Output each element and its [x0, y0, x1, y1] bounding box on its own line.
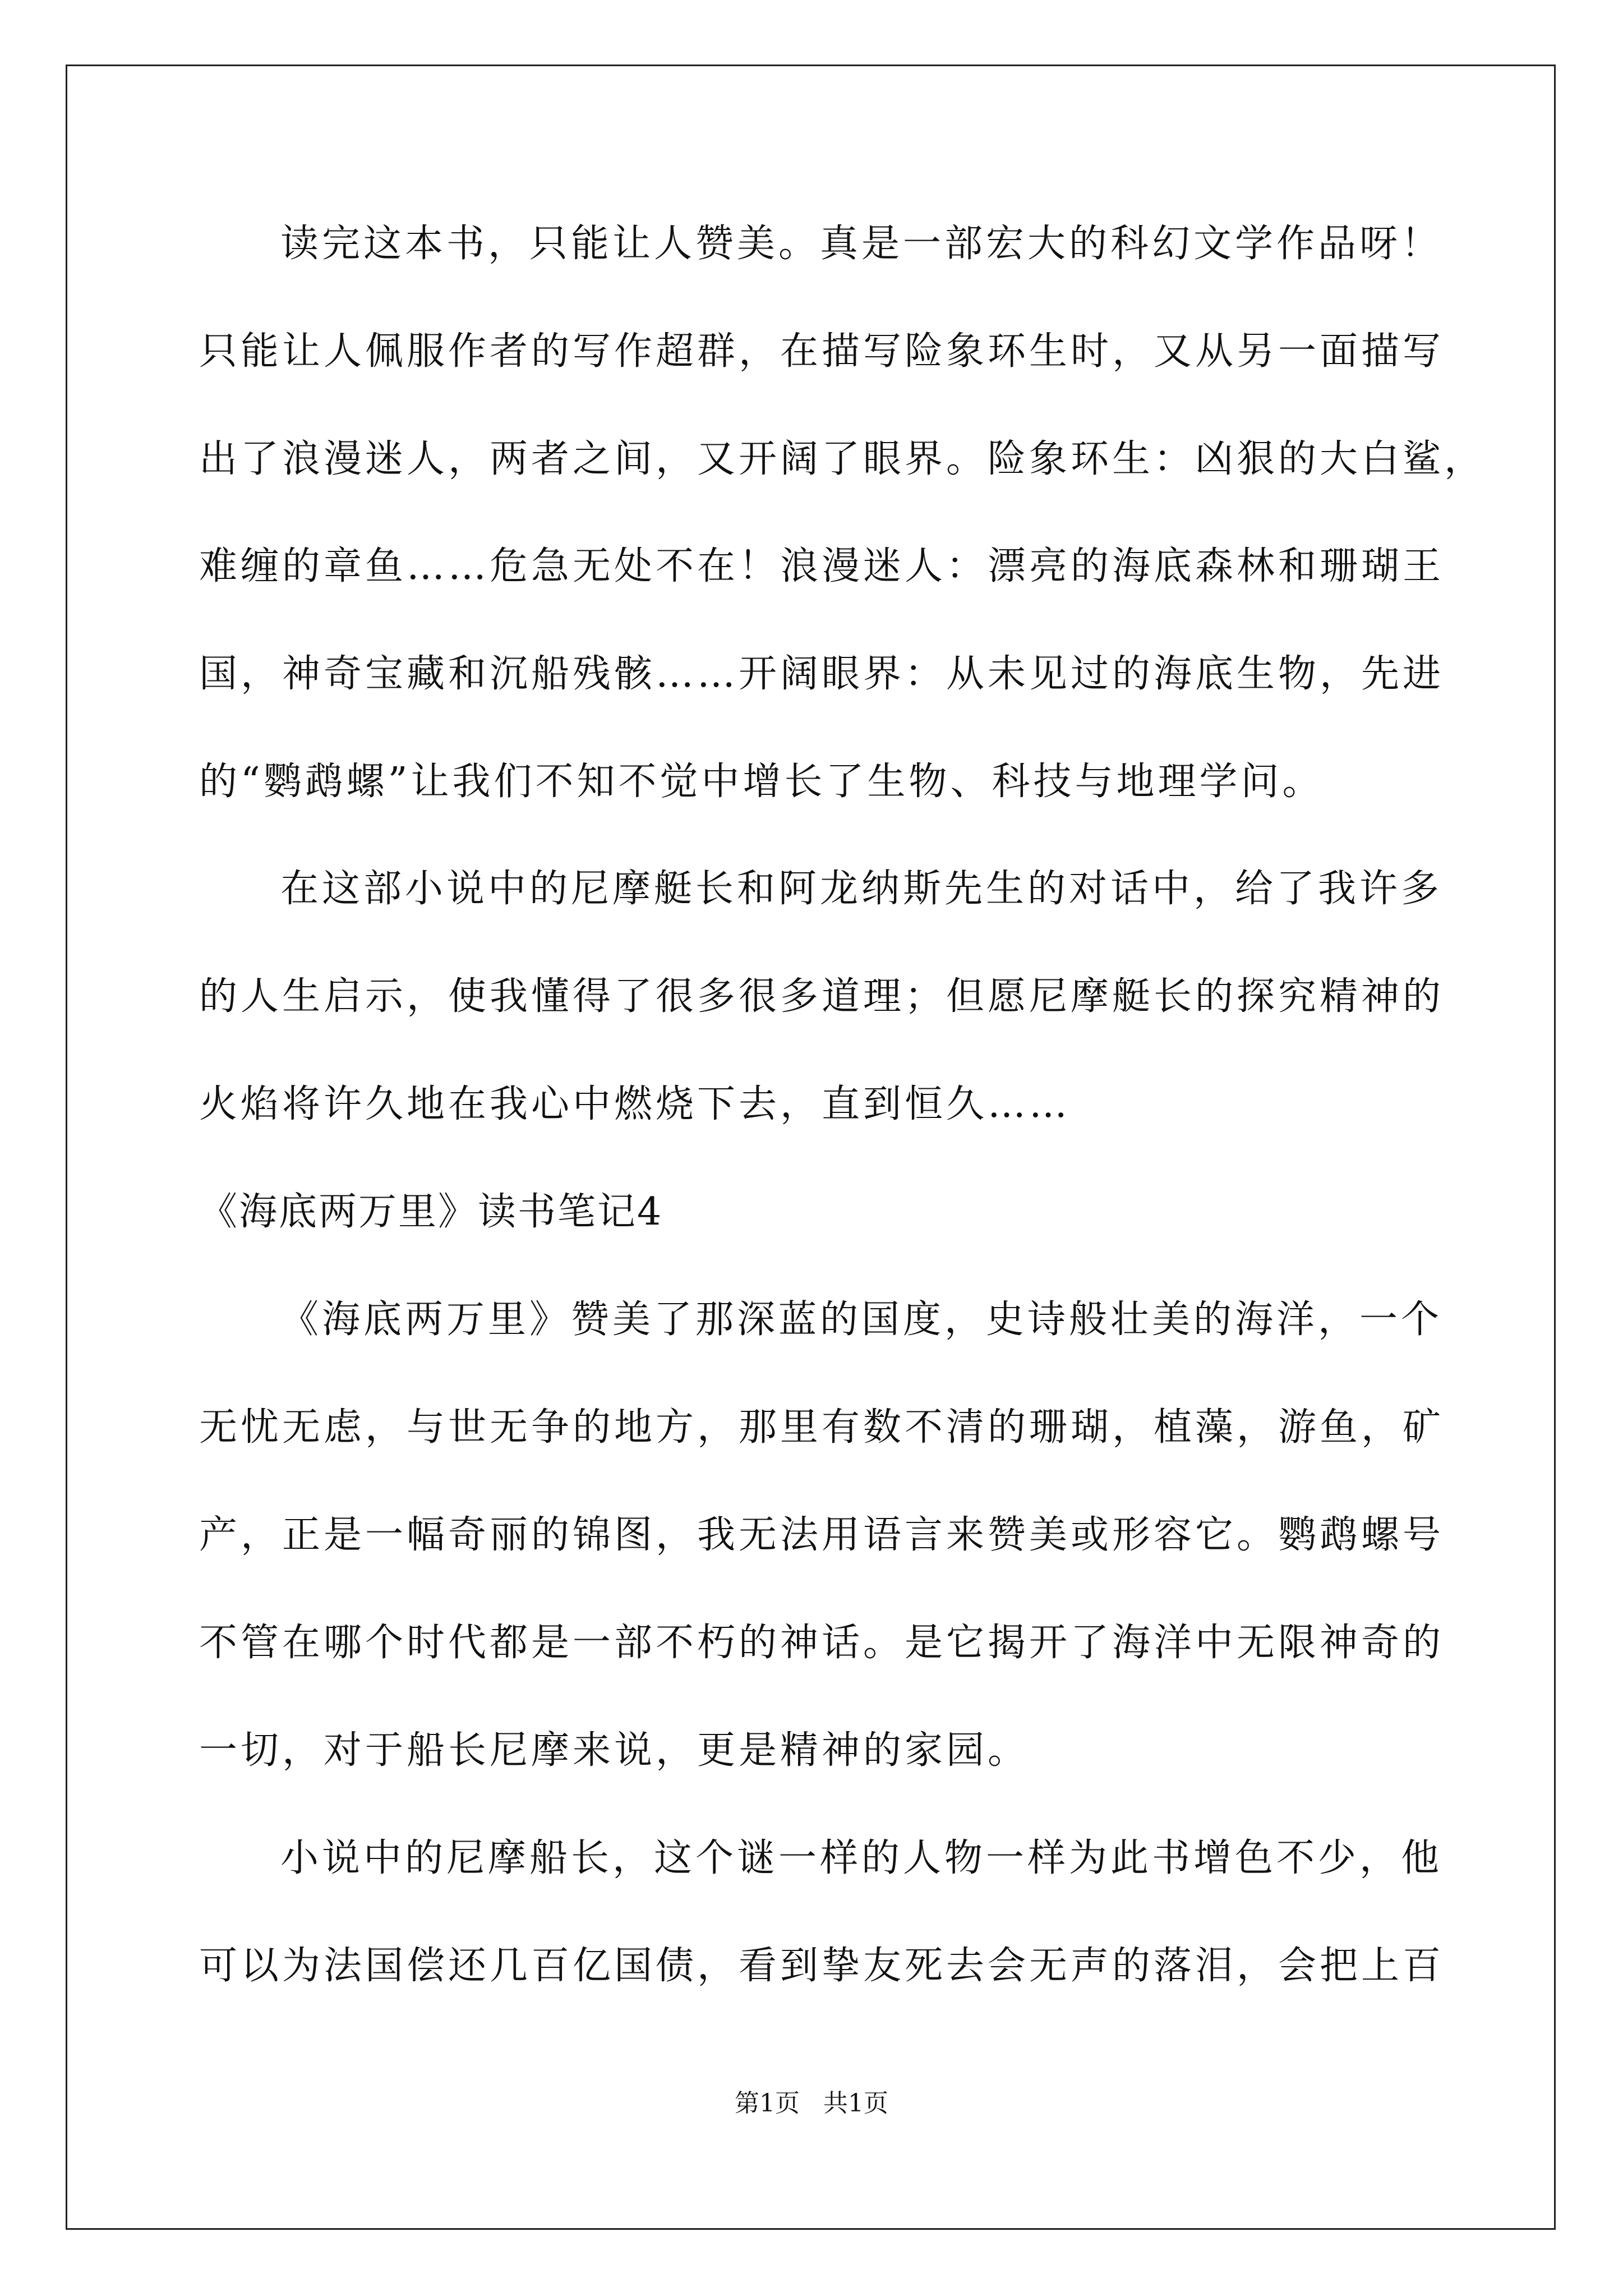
paragraph-line: 国，神奇宝藏和沉船残骸……开阔眼界：从未见过的海底生物，先进	[199, 652, 1445, 696]
paragraph-line: 出了浪漫迷人，两者之间，又开阔了眼界。险象环生：凶狠的大白鲨，	[199, 437, 1486, 481]
paragraph-line: 产，正是一幅奇丽的锦图，我无法用语言来赞美或形容它。鹦鹉螺号	[199, 1513, 1445, 1557]
paragraph-line: 无忧无虑，与世无争的地方，那里有数不清的珊瑚，植藻，游鱼，矿	[199, 1405, 1445, 1450]
paragraph-line: 只能让人佩服作者的写作超群，在描写险象环生时，又从另一面描写	[199, 329, 1445, 374]
paragraph-line: 一切，对于船长尼摩来说，更是精神的家园。	[199, 1728, 1030, 1773]
page-number-footer: 第1页 共1页	[735, 2089, 888, 2118]
paragraph-line: 可以为法国偿还几百亿国债，看到挚友死去会无声的落泪，会把上百	[199, 1944, 1445, 1988]
page-border	[66, 65, 1556, 2230]
paragraph-line: 在这部小说中的尼摩艇长和阿龙纳斯先生的对话中，给了我许多	[280, 867, 1443, 911]
paragraph-line: 的人生启示，使我懂得了很多很多道理；但愿尼摩艇长的探究精神的	[199, 974, 1445, 1019]
paragraph-line: 难缠的章鱼……危急无处不在！浪漫迷人：漂亮的海底森林和珊瑚王	[199, 544, 1445, 588]
paragraph-line: 读完这本书，只能让人赞美。真是一部宏大的科幻文学作品呀！	[280, 222, 1443, 266]
paragraph-line: 的“鹦鹉螺”让我们不知不觉中增长了生物、科技与地理学问。	[199, 760, 1324, 804]
paragraph-line: 火焰将许久地在我心中燃烧下去，直到恒久……	[199, 1082, 1071, 1126]
paragraph-line: 《海底两万里》赞美了那深蓝的国度，史诗般壮美的海洋，一个	[280, 1297, 1443, 1342]
paragraph-line: 不管在哪个时代都是一部不朽的神话。是它揭开了海洋中无限神奇的	[199, 1621, 1445, 1665]
section-heading: 《海底两万里》读书笔记4	[199, 1190, 663, 1234]
paragraph-line: 小说中的尼摩船长，这个谜一样的人物一样为此书增色不少，他	[280, 1836, 1443, 1880]
